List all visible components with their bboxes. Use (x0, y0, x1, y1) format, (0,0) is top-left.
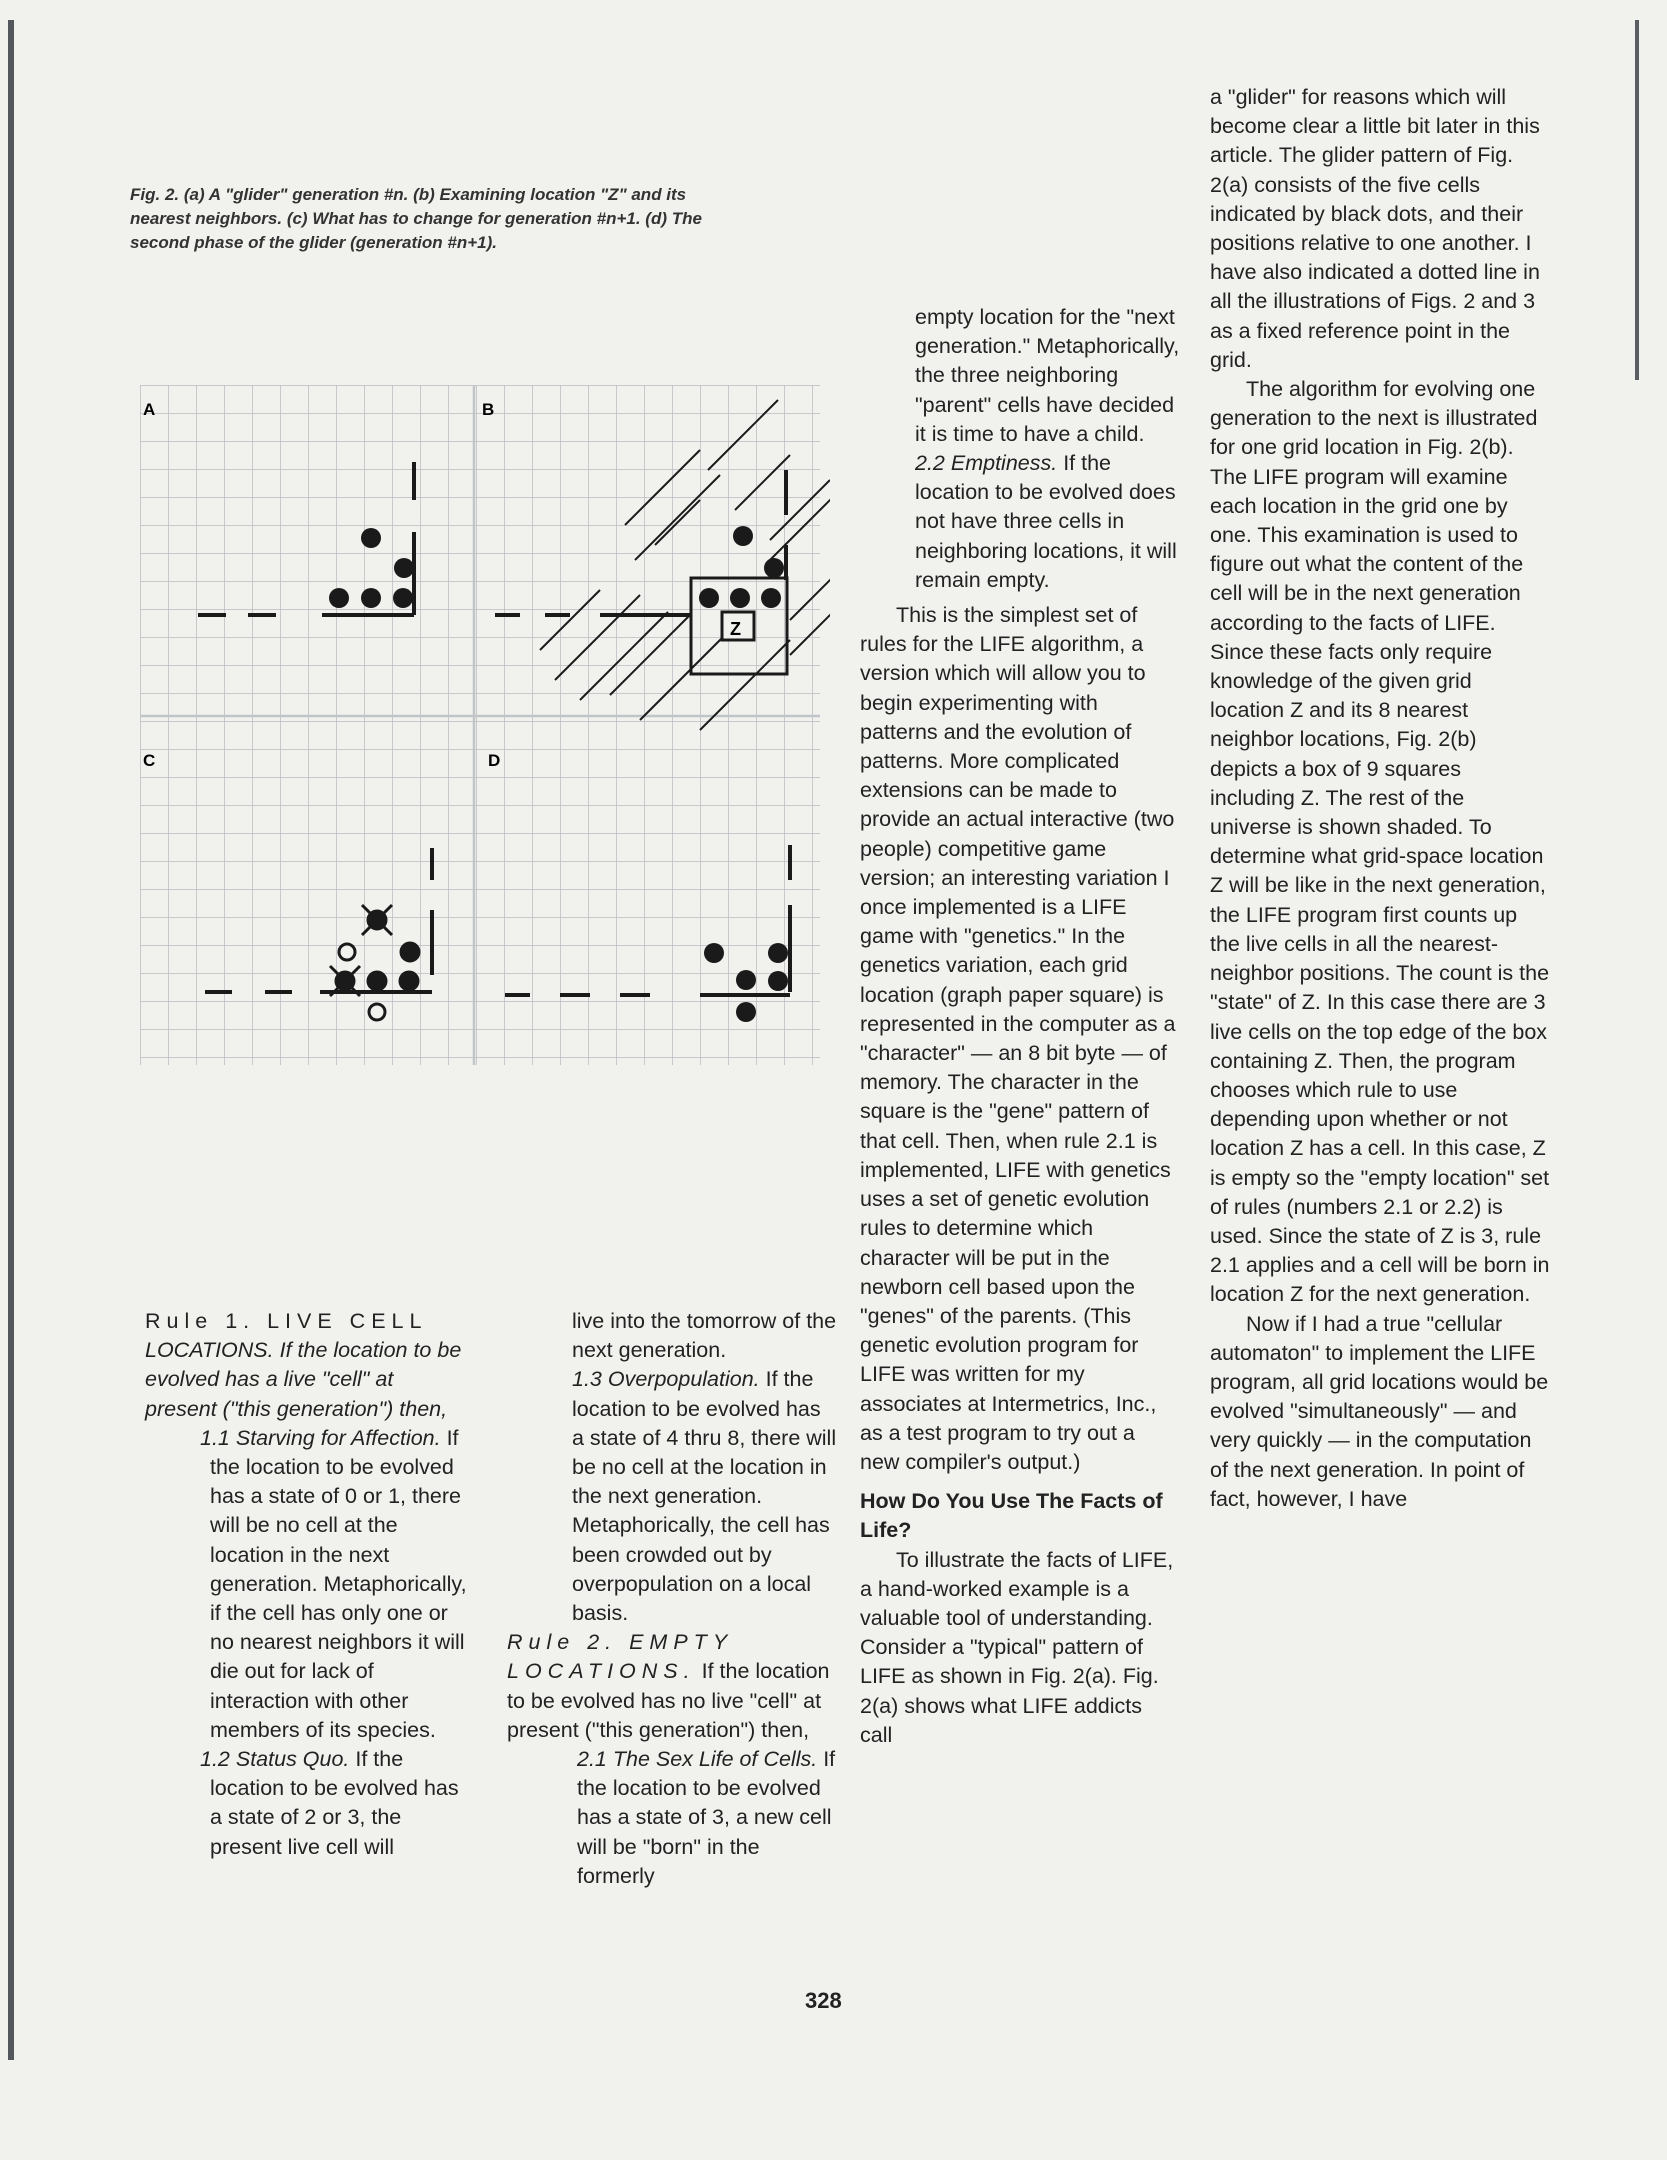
panel-label-b: B (482, 400, 495, 419)
live-cell (394, 558, 414, 578)
live-cell (361, 528, 381, 548)
rule-2-2 (860, 449, 1180, 595)
paragraph: The algorithm for evolving one generation to the next is illustrated for one grid location in Fig. 2(b). The LIFE program will examine each location in the grid one by one. This examination is used to figure out what the content of the cell will be in the next generation according to the facts of LIFE. Since these facts only require knowledge of the given grid location Z and its 8 nearest neighbor locations, Fig. 2(b) depicts a box of 9 squares including Z. The rest of the universe is shown shaded. To determine what grid-space location Z will be like in the next generation, the LIFE program first counts up the live cells in all the nearest-neighbor positions. The count is the "state" of Z. In this case there are 3 live cells on the top edge of the box containing Z. Then, the program chooses which rule to use depending upon whether or not location Z has a cell. In this case, Z is empty so the "empty location" set of rules (numbers 2.1 or 2.2) is used. Since the state of Z is 3, rule 2.1 applies and a cell will be born in location Z for the next generation. (1210, 377, 1550, 1307)
caption-line: nearest neighbors. (c) What has to change for generation #n+1. (d) The (130, 209, 702, 228)
rule-1-1-text: If the location to be evolved has a state of 0 or 1, there will be no cell at the location in the next generation. Metaphorically, if the cell has only one or no nearest neighbors it will die out for lack of interaction with other members of its species. (210, 1425, 467, 1742)
live-cell (329, 588, 349, 608)
text-column-1 (145, 1307, 470, 1862)
caption-line: second phase of the glider (generation #n+1). (130, 233, 497, 252)
graph-paper-grid (140, 385, 820, 1065)
live-cell (764, 558, 784, 578)
rule-1-2-text: If the location to be evolved has a state of 2 or 3, the present live cell will (210, 1747, 459, 1859)
page-number: 328 (805, 1988, 842, 2013)
paragraph: Now if I had a true "cellular automaton" to implement the LIFE program, all grid locations would be evolved "simultaneously" — and very quickly — in the computation of the next generation. In point of fact, however, I have (1210, 1311, 1549, 1511)
live-cell (704, 943, 724, 963)
live-cell (361, 588, 381, 608)
paragraph: a "glider" for reasons which will become clear a little bit later in this article. The glider pattern of Fig. 2(a) consists of the five cells indicated by black dots, and their positions relative to one another. I have also indicated a dotted line in all the illustrations of Figs. 2 and 3 as a fixed reference point in the grid. (1210, 85, 1540, 372)
live-cell (367, 971, 387, 991)
rule-1-3 (507, 1365, 837, 1628)
rule-1-1-title: 1.1 Starving for Affection. (200, 1425, 441, 1450)
text-column-4 (1210, 83, 1550, 1514)
rule-1-2 (145, 1745, 470, 1862)
rule-1-1 (145, 1424, 470, 1745)
rule-2-1-text: If the location to be evolved has a state of 3, a new cell will be "born" in the formerly (577, 1747, 836, 1888)
rule-2-2-text: If the location to be evolved does not have three cells in neighboring locations, it will remain empty. (915, 451, 1177, 592)
rule-2-heading: Rule 2. EMPTY LOCATIONS. (507, 1630, 733, 1684)
panel-label-d: D (488, 751, 501, 770)
live-cell (699, 588, 719, 608)
rule-1 (145, 1307, 470, 1424)
panel-label-c: C (143, 751, 156, 770)
panel-label-a: A (143, 400, 156, 419)
rule-2-1-cont: empty location for the "next generation." Metaphorically, the three neighboring "parent" cells have decided it is time to have a child. (915, 305, 1180, 446)
rule-2-text: If the location to be evolved has no live "cell" at present ("this generation") then, (507, 1659, 830, 1742)
rule-1-text: If the location to be evolved has a live "cell" at present ("this generation") then, (145, 1338, 462, 1421)
rule-1-2-title: 1.2 Status Quo. (200, 1747, 350, 1772)
text-column-2 (507, 1307, 837, 1891)
rule-1-heading: Rule 1. LIVE CELL (145, 1309, 428, 1333)
live-cell (399, 971, 419, 991)
live-cell (730, 588, 750, 608)
rule-2-1-title: 2.1 The Sex Life of Cells. (577, 1747, 818, 1772)
rule-2-1 (507, 1745, 837, 1891)
rule-1-2-cont: live into the tomorrow of the next generation. (572, 1309, 837, 1363)
rule-2-2-title: 2.2 Emptiness. (915, 451, 1058, 476)
live-cell (733, 526, 753, 546)
live-cell (768, 971, 788, 991)
paragraph: To illustrate the facts of LIFE, a hand-worked example is a valuable tool of understanding. Consider a "typical" pattern of LIFE as shown in Fig. 2(a). Fig. 2(a) shows what LIFE addicts call (860, 1547, 1174, 1747)
live-cell (736, 1002, 756, 1022)
live-cell (393, 588, 413, 608)
z-label: Z (730, 619, 741, 639)
paragraph: This is the simplest set of rules for the LIFE algorithm, a version which will allow you to begin experimenting with patterns and the evolution of patterns. More complicated extensions can be made to provide an actual interactive (two people) competitive game version; an interesting variation I once implemented is a LIFE game with "genetics." In the genetics variation, each grid location (graph paper square) is represented in the computer as a "character" — an 8 bit byte — of memory. The character in the square is the "gene" pattern of that cell. Then, when rule 2.1 is implemented, LIFE with genetics uses a set of genetic evolution rules to determine which character will be put in the newborn cell based upon the "genes" of the parents. (This genetic evolution program for LIFE was written for my associates at Intermetrics, Inc., as a test program to try out a new compiler's output.) (860, 603, 1176, 1474)
text-column-3 (860, 303, 1180, 1750)
live-cell (400, 942, 420, 962)
rule-1-3-title: 1.3 Overpopulation. (572, 1367, 760, 1392)
live-cell (761, 588, 781, 608)
rule-2 (507, 1628, 837, 1745)
caption-line: Fig. 2. (a) A "glider" generation #n. (b) Examining location "Z" and its (130, 185, 687, 204)
live-cell (736, 970, 756, 990)
live-cell (768, 943, 788, 963)
section-heading: How Do You Use The Facts of Life? (860, 1489, 1163, 1543)
rule-1-heading-cont: LOCATIONS. (145, 1338, 274, 1363)
birth-cell (339, 944, 355, 960)
rule-1-3-text: If the location to be evolved has a state of 4 thru 8, there will be no cell at the location in the next generation. Metaphorically, the cell has been crowded out by overpopulation on a local basis. (572, 1367, 837, 1626)
birth-cell (369, 1004, 385, 1020)
